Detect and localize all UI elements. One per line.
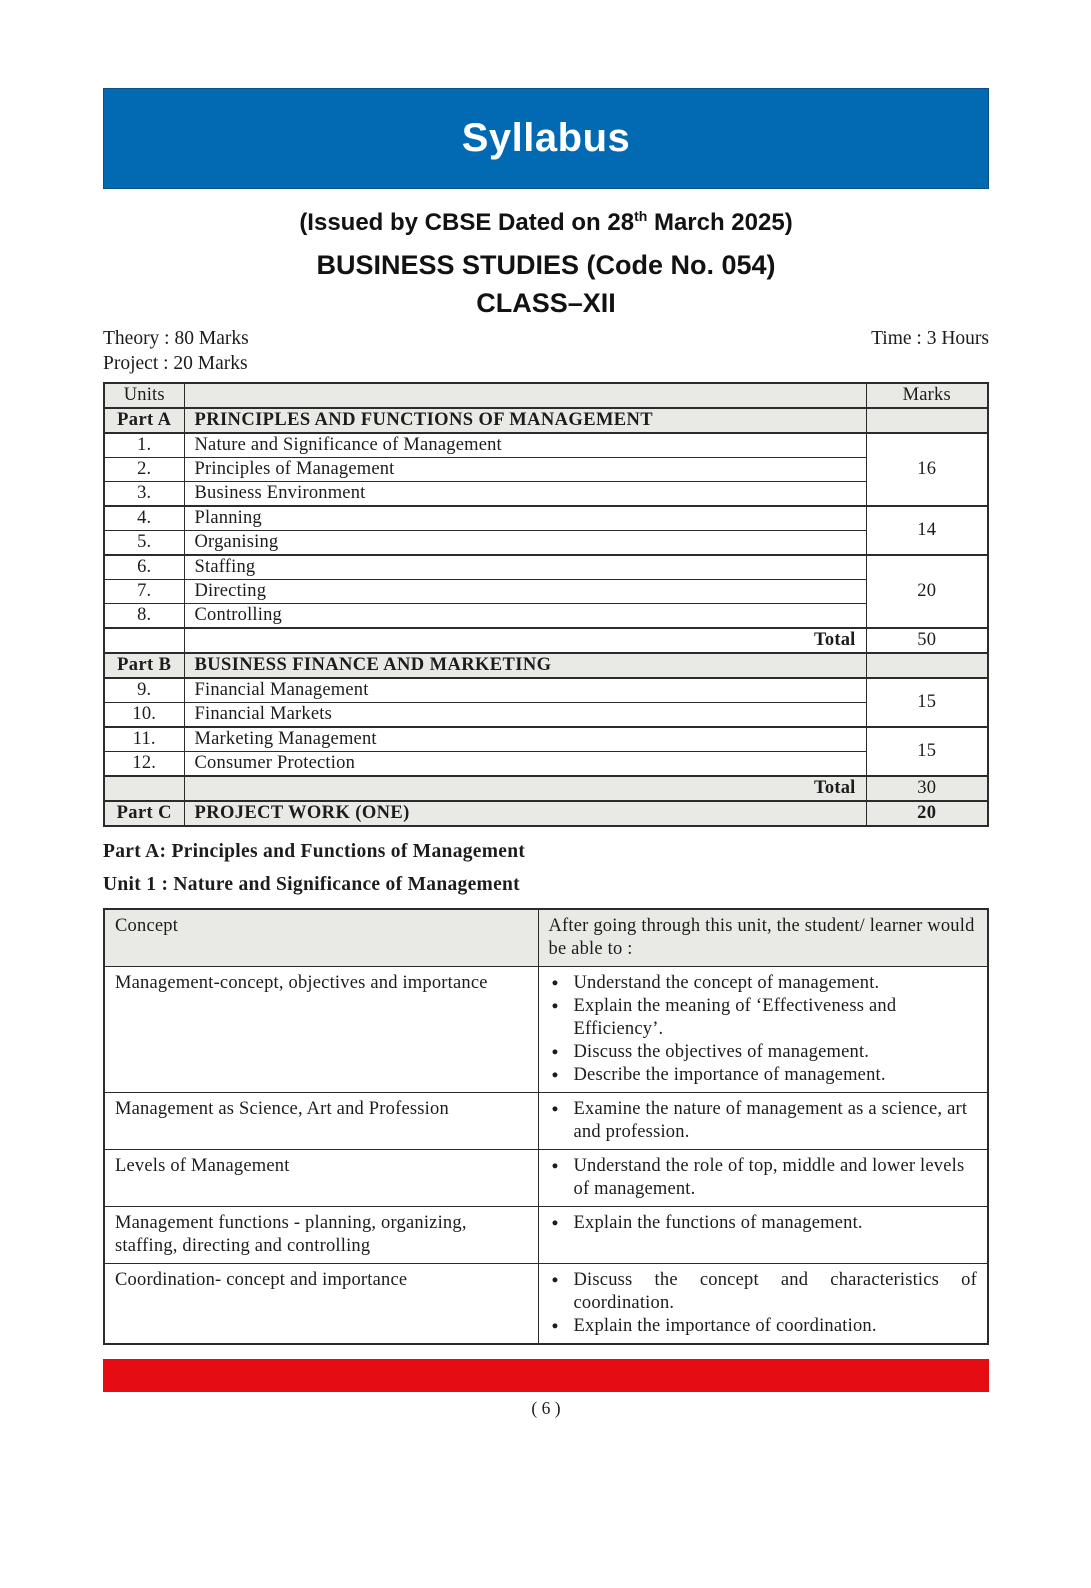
concept-cell: Levels of Management [104, 1150, 538, 1207]
part-b-title: BUSINESS FINANCE AND MARKETING [184, 653, 866, 678]
concept-cell: Management functions - planning, organizing, staffing, directing and controlling [104, 1207, 538, 1264]
issued-by-line [103, 208, 989, 237]
outcomes-list [549, 1098, 978, 1144]
group-marks-1: 16 [866, 433, 988, 506]
unit-number: 2. [104, 458, 184, 482]
subject-title: BUSINESS STUDIES (Code No. 054) [316, 250, 776, 280]
unit-row-2 [104, 458, 988, 482]
unit-number: 3. [104, 482, 184, 507]
concept-row-3 [104, 1150, 988, 1207]
unit-title: Directing [184, 580, 866, 604]
concept-cell: Coordination- concept and importance [104, 1264, 538, 1345]
part-a-row [104, 408, 988, 433]
unit-number: 7. [104, 580, 184, 604]
bullet-item: ● Examine the nature of management as a science, art and profession. [549, 1098, 978, 1144]
outcomes-list [549, 1269, 978, 1338]
unit-title: Financial Markets [184, 703, 866, 728]
bullet-item: ● Understand the role of top, middle and lower levels of management. [549, 1155, 978, 1201]
part-c-marks: 20 [866, 801, 988, 826]
unit-row-4 [104, 506, 988, 531]
footer-red-bar [103, 1359, 989, 1392]
page-content [103, 88, 989, 1419]
unit-row-5 [104, 531, 988, 556]
part-c-title: PROJECT WORK (ONE) [184, 801, 866, 826]
total-b-label: Total [184, 776, 866, 801]
total-a-marks: 50 [866, 628, 988, 653]
outcomes-cell [538, 1207, 988, 1264]
unit-title: Nature and Significance of Management [184, 433, 866, 458]
concept-row-1 [104, 967, 988, 1093]
unit-concept-table [103, 908, 989, 1345]
unit-number: 5. [104, 531, 184, 556]
unit-number: 1. [104, 433, 184, 458]
part-a-title: PRINCIPLES AND FUNCTIONS OF MANAGEMENT [184, 408, 866, 433]
unit-number: 9. [104, 678, 184, 703]
total-a-label: Total [184, 628, 866, 653]
outcomes-list [549, 1155, 978, 1201]
bullet-item: ● Discuss the objectives of management. [549, 1041, 978, 1064]
unit-row-6 [104, 555, 988, 580]
part-b-label: Part B [104, 653, 184, 678]
unit-number: 10. [104, 703, 184, 728]
part-a-section-heading: Part A: Principles and Functions of Management [103, 841, 526, 862]
part-c-row [104, 801, 988, 826]
unit-row-7 [104, 580, 988, 604]
unit-row-12 [104, 752, 988, 777]
unit-table-header-row [104, 909, 988, 967]
total-a-blank [104, 628, 184, 653]
issued-suffix: March 2025) [647, 209, 793, 236]
class-title: CLASS–XII [476, 288, 616, 318]
group-marks-2: 14 [866, 506, 988, 555]
group-marks-5: 15 [866, 727, 988, 776]
unit-title: Financial Management [184, 678, 866, 703]
group-marks-3: 20 [866, 555, 988, 628]
unit-title: Controlling [184, 604, 866, 629]
column-header-units: Units [104, 383, 184, 408]
theory-marks: Theory : 80 Marks [103, 328, 249, 349]
unit-title: Organising [184, 531, 866, 556]
part-b-marks [866, 653, 988, 678]
part-a-marks [866, 408, 988, 433]
outcomes-cell [538, 1093, 988, 1150]
marks-table-header-row [104, 383, 988, 408]
total-b-marks: 30 [866, 776, 988, 801]
concept-row-5 [104, 1264, 988, 1345]
project-marks: Project : 20 Marks [103, 353, 248, 374]
total-a-row [104, 628, 988, 653]
unit-row-9 [104, 678, 988, 703]
column-header-marks: Marks [866, 383, 988, 408]
outcomes-column-header: After going through this unit, the student/ learner would be able to : [538, 909, 988, 967]
bullet-item: ● Discuss the concept and characteristics of coordination. [549, 1269, 978, 1315]
unit-row-3 [104, 482, 988, 507]
unit-number: 4. [104, 506, 184, 531]
unit-title: Marketing Management [184, 727, 866, 752]
concept-cell: Management as Science, Art and Profession [104, 1093, 538, 1150]
column-header-blank [184, 383, 866, 408]
part-b-row [104, 653, 988, 678]
issued-prefix: (Issued by CBSE Dated on 28 [299, 209, 635, 236]
total-b-blank [104, 776, 184, 801]
bullet-item: ● Explain the importance of coordination. [549, 1315, 978, 1338]
bullet-item: ● Describe the importance of management. [549, 1064, 978, 1087]
page-number: ( 6 ) [531, 1398, 561, 1418]
outcomes-list [549, 972, 978, 1087]
unit-row-8 [104, 604, 988, 629]
unit-title: Consumer Protection [184, 752, 866, 777]
unit-number: 11. [104, 727, 184, 752]
unit-title: Principles of Management [184, 458, 866, 482]
issued-superscript: th [634, 208, 648, 224]
outcomes-list [549, 1212, 978, 1235]
marks-meta-row [103, 328, 989, 350]
concept-row-4 [104, 1207, 988, 1264]
group-marks-4: 15 [866, 678, 988, 727]
unit-title: Planning [184, 506, 866, 531]
time-allowed: Time : 3 Hours [871, 328, 989, 349]
part-a-label: Part A [104, 408, 184, 433]
unit-row-1 [104, 433, 988, 458]
outcomes-cell [538, 967, 988, 1093]
outcomes-cell [538, 1150, 988, 1207]
banner-title: Syllabus [461, 116, 631, 160]
outcomes-cell [538, 1264, 988, 1345]
bullet-item: ● Explain the functions of management. [549, 1212, 978, 1235]
unit-title: Business Environment [184, 482, 866, 507]
unit-1-heading: Unit 1 : Nature and Significance of Management [103, 874, 520, 895]
bullet-item: ● Explain the meaning of ‘Effectiveness and Efficiency’. [549, 995, 978, 1041]
concept-cell: Management-concept, objectives and importance [104, 967, 538, 1093]
unit-row-11 [104, 727, 988, 752]
unit-row-10 [104, 703, 988, 728]
unit-number: 8. [104, 604, 184, 629]
syllabus-banner [103, 88, 989, 189]
part-c-label: Part C [104, 801, 184, 826]
concept-row-2 [104, 1093, 988, 1150]
unit-title: Staffing [184, 555, 866, 580]
unit-number: 6. [104, 555, 184, 580]
total-b-row [104, 776, 988, 801]
marks-table [103, 382, 989, 827]
concept-column-header: Concept [104, 909, 538, 967]
bullet-item: ● Understand the concept of management. [549, 972, 978, 995]
unit-number: 12. [104, 752, 184, 777]
